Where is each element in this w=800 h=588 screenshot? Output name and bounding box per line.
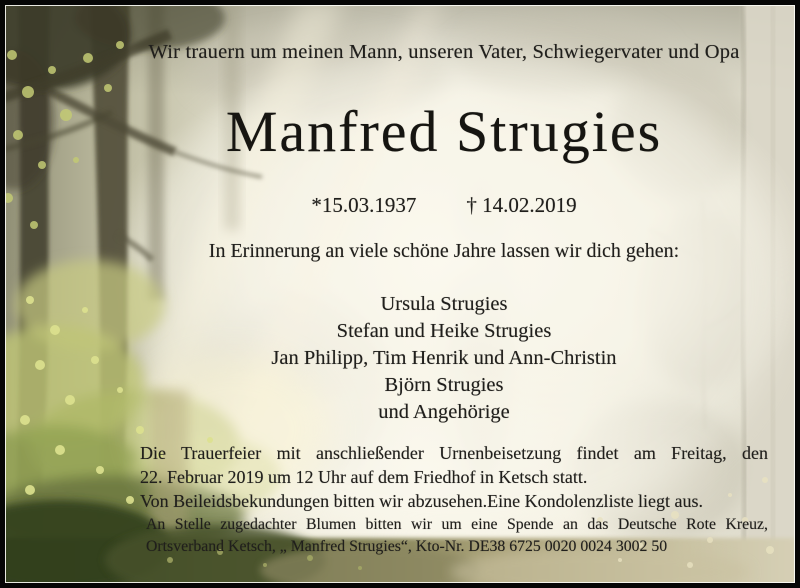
mourner-name: Jan Philipp, Tim Henrik und Ann-Christin [271,347,617,369]
donation-line: An Stelle zugedachter Blumen bitten wir um eine Spende an das Deutsche Rote Kreuz, [146,516,768,533]
mourner-name: Stefan und Heike Strugies [336,320,552,342]
intro-line: Wir trauern um meinen Mann, unseren Vater, Schwiegervater und Opa [148,41,740,63]
funeral-details [140,441,768,513]
mourner-name: und Angehörige [378,401,510,423]
birth-date: *15.03.1937 [311,193,417,217]
funeral-line: Die Trauerfeier mit anschließender Urnenbeisetzung findet am Freitag, den [140,443,768,463]
memory-line: In Erinnerung an viele schöne Jahre lassen wir dich gehen: [208,240,680,262]
death-date: † 14.02.2019 [466,193,577,217]
mourner-name: Ursula Strugies [380,293,508,315]
funeral-line: Von Beileidsbekundungen bitten wir abzusehen.Eine Kondolenzliste liegt aus. [140,491,704,511]
donation-line: Ortsverband Ketsch, „ Manfred Strugies“, Kto-Nr. DE38 6725 0020 0024 3002 50 [146,537,668,555]
mourner-name: Björn Strugies [384,374,504,396]
mourners-list [100,291,788,426]
donation-details [146,514,768,557]
funeral-line: 22. Februar 2019 um 12 Uhr auf dem Friedhof in Ketsch statt. [140,467,588,487]
deceased-name: Manfred Strugies [225,99,663,164]
life-dates [100,193,788,218]
